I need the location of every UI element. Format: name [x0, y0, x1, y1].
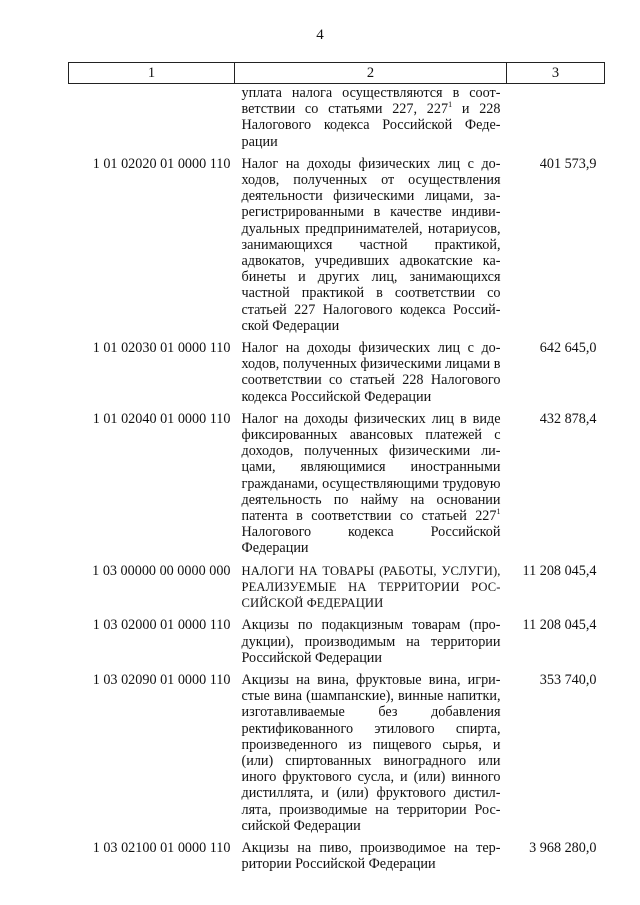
row-amount: 3 968 280,0 — [529, 839, 597, 856]
row-amount — [507, 84, 605, 154]
budget-code — [69, 84, 235, 154]
row-amount: 353 740,0 — [539, 671, 597, 688]
budget-code: 1 01 02040 01 0000 110 — [92, 410, 231, 427]
page-number: 4 — [316, 27, 324, 43]
row-description: НАЛОГИ НА ТОВАРЫ (РАБОТЫ, УСЛУГИ), РЕАЛИЗУЕМЫЕ НА ТЕРРИТОРИИ РОССИЙСКОЙ ФЕДЕРАЦИИ — [241, 563, 501, 611]
row-amount: 401 573,9 — [539, 155, 597, 172]
row-amount: 11 208 045,4 — [522, 617, 597, 634]
description-text: уплата налога осуществляются в соответствии со статьями 227, 227 — [241, 85, 501, 118]
budget-code: 1 01 02030 01 0000 110 — [92, 340, 231, 357]
table-row — [69, 154, 605, 338]
row-description: Акцизы по подакцизным товарам (продукции), производимым на территории Российской Федерации — [241, 617, 501, 666]
superscript: 1 — [496, 507, 501, 517]
column-header-3: 3 — [507, 63, 605, 84]
superscript: 1 — [448, 100, 453, 110]
column-header-2: 2 — [235, 63, 507, 84]
budget-code: 1 03 02100 01 0000 110 — [92, 839, 231, 856]
row-amount: 432 878,4 — [539, 410, 597, 427]
budget-code: 1 03 02090 01 0000 110 — [92, 671, 231, 688]
row-description: Налог на доходы физических лиц с доходов, полученных от осуществления деятельности физическими лицами, зарегистрированными в качестве индивидуальных предпринимателей, нотариусов, занимающихся частной практикой, адвокатов, учредивших адвокатские кабинеты и других лиц, занимающихся частной практикой в соответствии со статьей 227 Налогового кодекса Российской Федерации — [241, 155, 501, 334]
revenue-table — [68, 62, 605, 876]
description-text: Налог на доходы физических лиц в виде фиксированных авансовых платежей с доходов, полученных физическими лицами, являющимися иностранными гражданами, осуществляющими трудовую деятельность по найму на основании патента в соответствии со статьей 227 — [241, 410, 501, 525]
table-row — [69, 84, 605, 154]
row-amount: 11 208 045,4 — [522, 562, 597, 579]
description-text: Налогового кодекса Российской Федерации — [241, 524, 501, 557]
table-row — [69, 615, 605, 670]
budget-code: 1 03 00000 00 0000 000 — [92, 562, 231, 579]
row-amount: 642 645,0 — [539, 340, 597, 357]
row-description: Акцизы на пиво, производимое на территории Российской Федерации — [241, 839, 501, 873]
column-header-1: 1 — [69, 63, 235, 84]
table-row — [69, 838, 605, 876]
row-description — [235, 84, 507, 154]
table-header-row — [69, 63, 605, 84]
row-description — [235, 409, 507, 561]
table-row — [69, 338, 605, 409]
table-row — [69, 670, 605, 838]
budget-code: 1 01 02020 01 0000 110 — [92, 155, 231, 172]
row-description: Акцизы на вина, фруктовые вина, игристые вина (шампанские), винные напитки, изготавливаемые без добавления ректификованного этилового спирта, произведенного из пищевого сырья, и (или) спиртованных виноградного или иного фруктового сусла, и (или) винного дистиллята, и (или) фруктового дистиллята, производимые на территории Российской Федерации — [241, 671, 501, 834]
row-description: Налог на доходы физических лиц с доходов, полученных физическими лицами в соответствии со статьей 228 Налогового кодекса Российской Федерации — [241, 340, 501, 405]
description-text: и 228 Налогового кодекса Российской Федерации — [241, 101, 501, 150]
table-row — [69, 409, 605, 561]
budget-code: 1 03 02000 01 0000 110 — [92, 617, 231, 634]
table-row — [69, 561, 605, 616]
